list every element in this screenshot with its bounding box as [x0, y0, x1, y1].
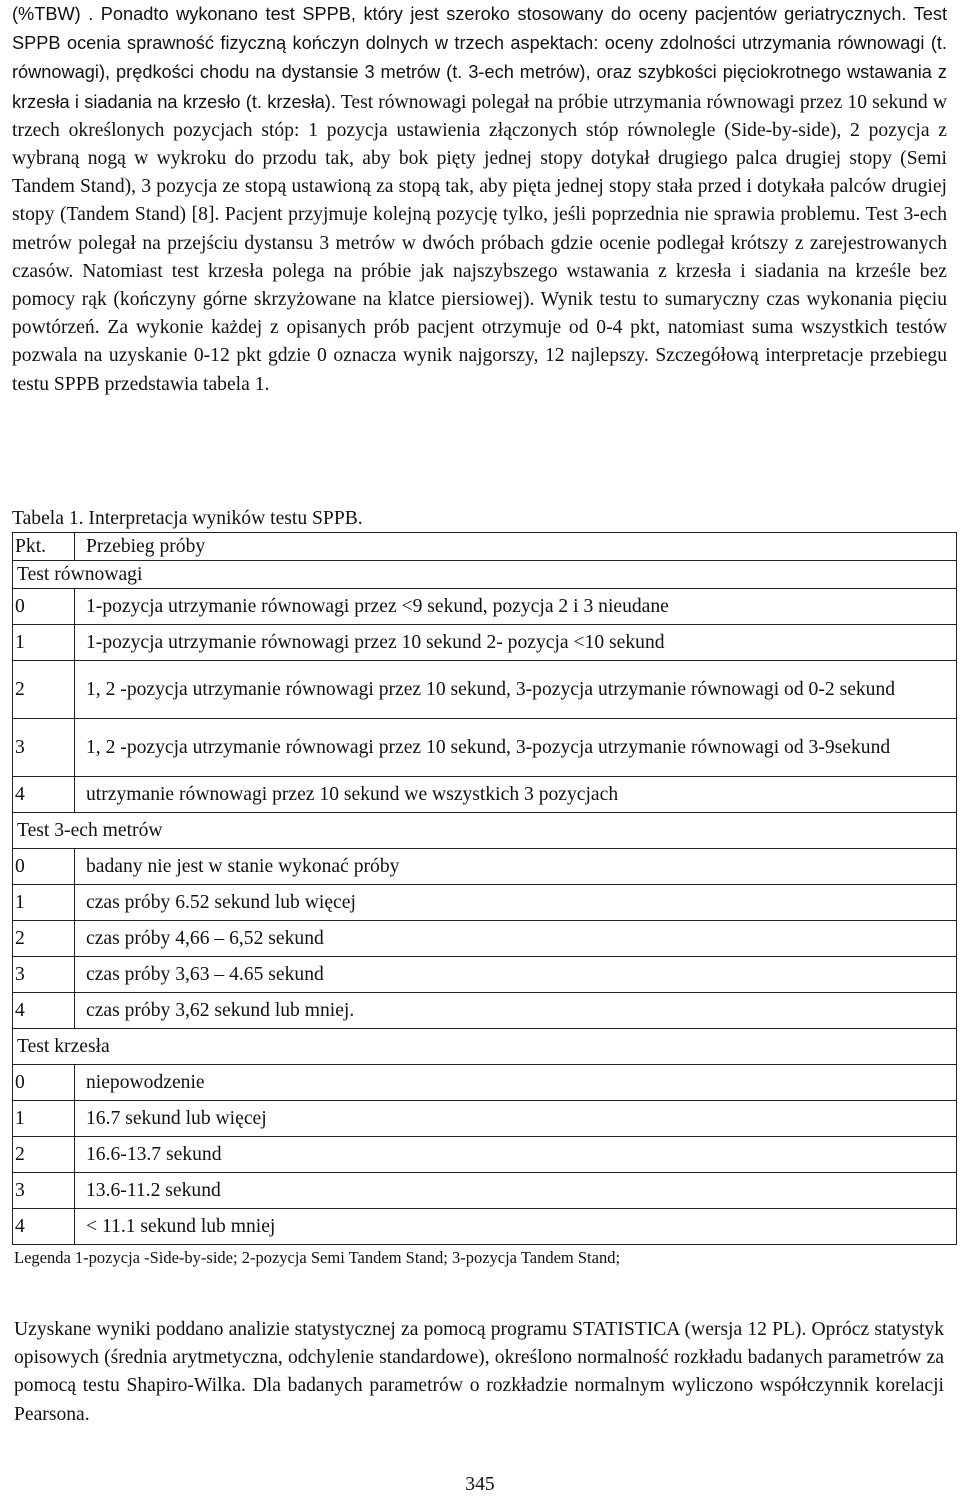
- table-row: [13, 885, 957, 921]
- table-row: [13, 719, 957, 777]
- row-desc: niepowodzenie: [75, 1065, 957, 1101]
- row-desc: < 11.1 sekund lub mniej: [75, 1209, 957, 1245]
- section-title: Test krzesła: [13, 1029, 957, 1065]
- row-desc: 1, 2 -pozycja utrzymanie równowagi przez 10 sekund, 3-pozycja utrzymanie równowagi od 0-2 sekund: [75, 661, 957, 719]
- table-header-row: [13, 533, 957, 561]
- section-title-row: [13, 813, 957, 849]
- row-desc: badany nie jest w stanie wykonać próby: [75, 849, 957, 885]
- document-page: [12, 0, 947, 1425]
- table-row: [13, 589, 957, 625]
- row-desc: 16.7 sekund lub więcej: [75, 1101, 957, 1137]
- sppb-table: [12, 532, 957, 1245]
- table-row: [13, 1101, 957, 1137]
- row-desc: czas próby 3,62 sekund lub mniej.: [75, 993, 957, 1029]
- table-row: [13, 661, 957, 719]
- section-title: Test równowagi: [13, 561, 957, 589]
- table-row: [13, 921, 957, 957]
- row-pkt: 2: [13, 661, 75, 719]
- row-desc: 1-pozycja utrzymanie równowagi przez <9 sekund, pozycja 2 i 3 nieudane: [75, 589, 957, 625]
- table-legend: Legenda 1-pozycja -Side-by-side; 2-pozycja Semi Tandem Stand; 3-pozycja Tandem Stand;: [14, 1248, 621, 1267]
- row-pkt: 3: [13, 1173, 75, 1209]
- row-desc: czas próby 6.52 sekund lub więcej: [75, 885, 957, 921]
- intro-paragraph-sans-part: (%TBW) . Ponadto wykonano test SPPB, który jest szeroko stosowany do oceny pacjentów geriatrycznych. Test SPPB ocenia sprawność fizyczną kończyn dolnych w trzech aspektach: oceny zdolności utrzymania równowagi (t. równowagi), prędkości chodu na dystansie 3 metrów (t. 3-ech metrów), oraz szybkości pięciokrotnego wstawania z krzesła i siadania na krzesło (t. krzesła).: [12, 4, 947, 112]
- table-row: [13, 777, 957, 813]
- row-desc: czas próby 3,63 – 4.65 sekund: [75, 957, 957, 993]
- table-row: [13, 849, 957, 885]
- section-title-row: [13, 561, 957, 589]
- row-desc: 1, 2 -pozycja utrzymanie równowagi przez 10 sekund, 3-pozycja utrzymanie równowagi od 3-9sekund: [75, 719, 957, 777]
- table-row: [13, 1137, 957, 1173]
- row-pkt: 4: [13, 777, 75, 813]
- row-pkt: 0: [13, 849, 75, 885]
- table-row: [13, 625, 957, 661]
- table-row: [13, 993, 957, 1029]
- row-desc: utrzymanie równowagi przez 10 sekund we wszystkich 3 pozycjach: [75, 777, 957, 813]
- row-pkt: 1: [13, 1101, 75, 1137]
- row-desc: 13.6-11.2 sekund: [75, 1173, 957, 1209]
- row-pkt: 2: [13, 921, 75, 957]
- header-pkt: Pkt.: [13, 533, 75, 561]
- section-title-row: [13, 1029, 957, 1065]
- section-title: Test 3-ech metrów: [13, 813, 957, 849]
- table-row: [13, 1065, 957, 1101]
- row-desc: 16.6-13.7 sekund: [75, 1137, 957, 1173]
- table-row: [13, 957, 957, 993]
- row-pkt: 1: [13, 625, 75, 661]
- row-pkt: 4: [13, 993, 75, 1029]
- table-caption: Tabela 1. Interpretacja wyników testu SPPB.: [12, 508, 363, 529]
- row-pkt: 0: [13, 589, 75, 625]
- row-pkt: 3: [13, 957, 75, 993]
- table-row: [13, 1209, 957, 1245]
- row-pkt: 1: [13, 885, 75, 921]
- intro-paragraph-serif-part: Test równowagi polegał na próbie utrzymania równowagi przez 10 sekund w trzech określonych pozycjach stóp: 1 pozycja ustawienia złączonych stóp równolegle (Side-by-side), 2 pozycja z wybraną nogą w wykroku do przodu tak, aby bok pięty jednej stopy dotykał drugiego palca drugiej stopy (Semi Tandem Stand), 3 pozycja ze stopą ustawioną za stopą tak, aby pięta jednej stopy stała przed i dotykała palców drugiej stopy (Tandem Stand) [8]. Pacjent przyjmuje kolejną pozycję tylko, jeśli poprzednia nie sprawia problemu. Test 3-ech metrów polegał na przejściu dystansu 3 metrów w dwóch próbach gdzie ocenie podlegał krótszy z zarejestrowanych czasów. Natomiast test krzesła polega na próbie jak najszybszego wstawania z krzesła i siadania na krześle bez pomocy rąk (kończyny górne skrzyżowane na klatce piersiowej). Wynik testu to sumaryczny czas wykonania pięciu powtórzeń. Za wykonie każdej z opisanych prób pacjent otrzymuje od 0-4 pkt, natomiast suma wszystkich testów pozwala na uzyskanie 0-12 pkt gdzie 0 oznacza wynik najgorszy, 12 najlepszy. Szczegółową interpretacje przebiegu testu SPPB przedstawia tabela 1.: [12, 91, 947, 395]
- row-pkt: 0: [13, 1065, 75, 1101]
- statistics-paragraph: Uzyskane wyniki poddano analizie statystycznej za pomocą programu STATISTICA (wersja 12 PL). Oprócz statystyk opisowych (średnia arytmetyczna, odchylenie standardowe), określono normalność rozkładu badanych parametrów za pomocą testu Shapiro-Wilka. Dla badanych parametrów o rozkładzie normalnym wyliczono współczynnik korelacji Pearsona.: [14, 1319, 944, 1425]
- row-pkt: 3: [13, 719, 75, 777]
- row-desc: 1-pozycja utrzymanie równowagi przez 10 sekund 2- pozycja <10 sekund: [75, 625, 957, 661]
- table-row: [13, 1173, 957, 1209]
- intro-paragraph: [12, 0, 947, 399]
- row-pkt: 2: [13, 1137, 75, 1173]
- header-desc: Przebieg próby: [75, 533, 957, 561]
- row-pkt: 4: [13, 1209, 75, 1245]
- row-desc: czas próby 4,66 – 6,52 sekund: [75, 921, 957, 957]
- page-number: 345: [465, 1474, 495, 1495]
